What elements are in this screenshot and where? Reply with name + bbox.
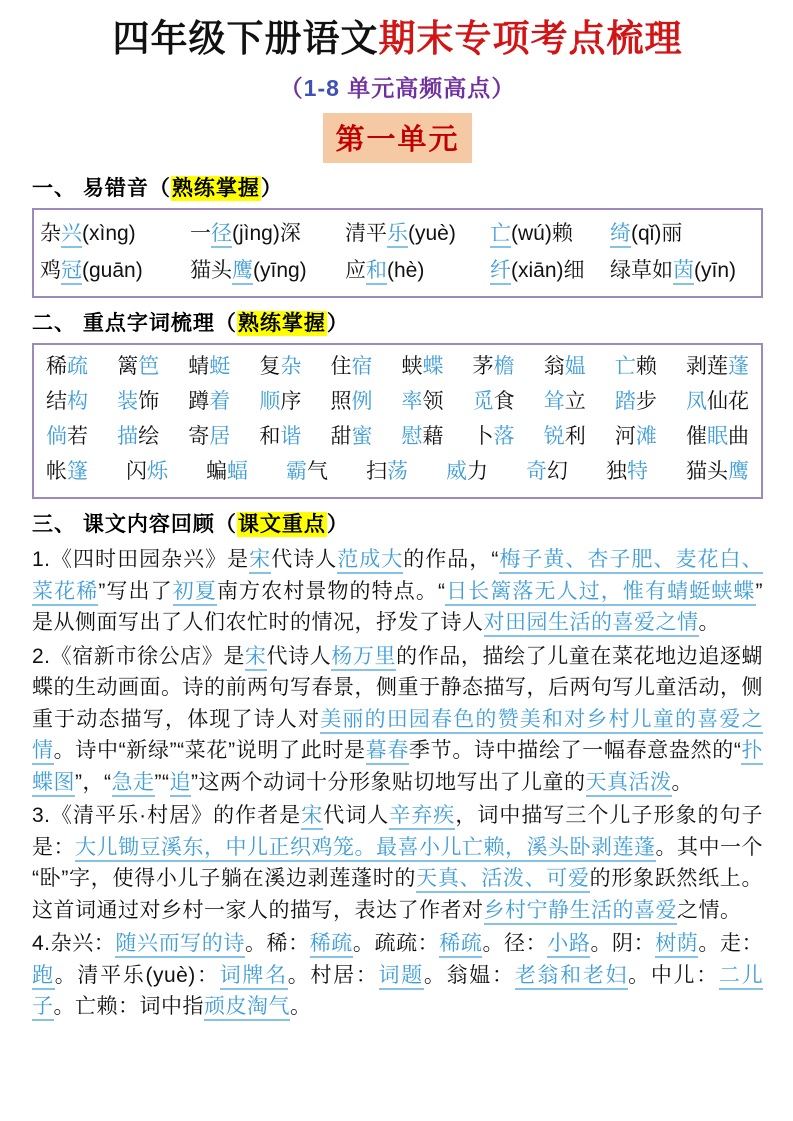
text-segment: 一、 易错音（ [32, 177, 171, 201]
text-segment: ，词中描写三个儿子形象的句子是： [32, 804, 764, 859]
text-segment: 篱 [117, 355, 139, 379]
text-segment: 代诗人 [266, 644, 332, 668]
text-segment: 词题 [379, 964, 424, 990]
text-segment: 力 [467, 460, 488, 484]
text-segment: (guān) [82, 259, 143, 283]
text-segment: 蝶 [422, 355, 444, 379]
word-item [188, 349, 230, 384]
text-segment: 二儿子 [32, 964, 763, 1022]
pinyin-table-row [40, 252, 755, 289]
text-segment: 和 [259, 425, 281, 449]
text-segment: 寄 [188, 425, 210, 449]
text-segment: 锐 [543, 425, 565, 449]
word-item [188, 384, 230, 419]
word-item [259, 419, 301, 454]
text-segment: 饰 [138, 390, 160, 414]
word-item [615, 419, 657, 454]
pinyin-cell [345, 215, 490, 252]
text-segment: 熟练掌握 [171, 177, 260, 201]
text-segment: 甜 [330, 425, 352, 449]
page-title [32, 16, 763, 62]
text-segment: 催 [685, 425, 707, 449]
text-segment: ”写出了 [98, 579, 173, 603]
text-segment: 词牌名 [220, 964, 288, 990]
word-item [259, 349, 301, 384]
text-segment: 的形象跃然纸上。这首词通过对乡村一家人的描写，表达了作者对 [32, 867, 763, 922]
text-segment: 滩 [635, 425, 657, 449]
word-item [686, 384, 749, 419]
text-segment: 帐 [46, 460, 67, 484]
text-segment: 南方农村景物的特点。“ [216, 579, 446, 603]
word-item [473, 384, 515, 419]
text-segment: 兴 [61, 222, 82, 248]
text-segment: 的作品，描绘了儿童在菜花地边追逐蝴蝶的生动画面。诗的前两句写春景，侧重于静态描写，后两句写儿童活动，侧重于动态描写，体现了诗人对 [32, 644, 764, 731]
text-segment: 立 [564, 390, 586, 414]
word-item [446, 454, 488, 489]
text-segment: (yīng) [253, 259, 307, 283]
text-segment: 顺 [259, 390, 281, 414]
text-segment: 代词人 [323, 804, 390, 828]
text-segment: ） [260, 177, 283, 201]
word-item [544, 384, 586, 419]
text-segment: 。亡赖：词中指 [53, 995, 204, 1019]
text-segment: 杂 [280, 355, 302, 379]
text-segment: 剥莲 [685, 355, 728, 379]
text-segment: 绮 [610, 222, 631, 248]
text-segment: 媪 [564, 355, 586, 379]
word-item [526, 454, 568, 489]
text-segment: (qǐ)丽 [631, 222, 683, 246]
text-segment: 卜 [472, 425, 494, 449]
text-segment: 领 [422, 390, 444, 414]
text-segment: 烁 [147, 460, 168, 484]
text-segment: 。翁媪： [423, 963, 515, 987]
pinyin-cell [490, 252, 610, 289]
paragraph-3 [32, 800, 763, 926]
word-item [606, 454, 648, 489]
text-segment: 檐 [493, 355, 515, 379]
text-segment: 若 [67, 425, 88, 449]
text-segment: 2.《宿新市徐公店》是 [32, 644, 245, 668]
text-segment: 日长篱落无人过，惟有蜻蜓蛱蝶 [445, 580, 755, 606]
text-segment: 居 [209, 425, 231, 449]
text-segment: 序 [280, 390, 302, 414]
word-item [206, 454, 248, 489]
text-segment: 慰 [401, 425, 423, 449]
text-segment: 河 [614, 425, 636, 449]
text-segment: 4.杂兴： [32, 932, 116, 956]
text-segment: 蛱 [401, 355, 423, 379]
text-segment: (xìng) [82, 222, 136, 246]
text-segment: 杨万里 [331, 645, 396, 671]
paragraph-2 [32, 641, 763, 799]
text-segment: 猫头 [190, 259, 232, 283]
text-segment: 赖 [635, 355, 657, 379]
word-table [32, 343, 763, 499]
text-segment: 。中儿： [628, 963, 719, 987]
text-segment: 。阴： [590, 932, 656, 956]
text-segment: 倘 [46, 425, 67, 449]
text-segment: 。清平乐(yuè)： [54, 963, 220, 987]
word-item [330, 384, 372, 419]
word-item [46, 454, 88, 489]
text-segment: 翁 [543, 355, 565, 379]
word-item [46, 419, 88, 454]
word-item [402, 349, 444, 384]
word-item [188, 419, 230, 454]
text-segment: 鹰 [728, 460, 749, 484]
text-segment: 茵 [673, 259, 694, 285]
text-segment: ） [326, 312, 349, 336]
text-segment: (wú)赖 [511, 222, 573, 246]
text-segment: 踏 [614, 390, 636, 414]
word-item [117, 419, 159, 454]
text-segment: 径 [211, 222, 232, 248]
text-segment: 宋 [249, 548, 271, 574]
text-segment: 天真、活泼、可爱 [416, 867, 590, 893]
word-item [615, 384, 657, 419]
text-segment: 例 [351, 390, 373, 414]
text-segment: 大儿锄豆溪东，中儿正织鸡笼。最喜小儿亡赖，溪头卧剥莲蓬 [75, 836, 656, 862]
text-segment: 1.《四时田园杂兴》是 [32, 548, 250, 572]
text-segment: 随兴而写的诗 [115, 932, 245, 958]
text-segment: 住 [330, 355, 352, 379]
text-segment: 。村居： [287, 963, 379, 987]
word-item [126, 454, 168, 489]
word-item [402, 384, 444, 419]
section3-heading [32, 508, 763, 538]
text-segment: 绘 [138, 425, 160, 449]
text-segment: 。 [671, 770, 693, 794]
title-black-part: 四年级下册语文 [112, 18, 379, 59]
text-segment: 构 [67, 390, 88, 414]
text-segment: 课文重点 [237, 513, 326, 537]
text-segment: 照 [330, 390, 352, 414]
word-table-row [46, 419, 749, 454]
text-segment: 顽皮淘气 [204, 995, 290, 1021]
pinyin-cell [610, 252, 755, 289]
text-segment: 辛弃疾 [389, 804, 455, 830]
text-segment: 耸 [543, 390, 565, 414]
text-segment: 。其中一个“卧”字，使得小儿子躺在溪边剥莲蓬时的 [32, 835, 763, 891]
text-segment: 绿草如 [610, 259, 673, 283]
text-segment: 宿 [351, 355, 373, 379]
text-segment: 扑蝶图 [32, 739, 763, 797]
section1-heading [32, 172, 763, 202]
word-item [46, 384, 88, 419]
word-item [286, 454, 328, 489]
text-segment: 的作品，“ [403, 548, 499, 572]
text-segment: 利 [564, 425, 586, 449]
word-item [544, 349, 586, 384]
word-item [117, 349, 159, 384]
text-segment: 应 [345, 259, 366, 283]
text-segment: 三、 课文内容回顾（ [32, 513, 237, 537]
text-segment: 蝙 [206, 460, 227, 484]
text-segment: 。 [290, 995, 312, 1019]
pinyin-cell [40, 215, 190, 252]
text-segment: 范成大 [337, 548, 403, 574]
word-item [330, 419, 372, 454]
text-segment: 步 [635, 390, 657, 414]
word-item [46, 349, 88, 384]
text-segment: 蓬 [727, 355, 749, 379]
text-segment: 仙花 [706, 390, 749, 414]
text-segment: ） [491, 75, 516, 102]
word-item [615, 349, 657, 384]
text-segment: (jìng)深 [232, 222, 301, 246]
text-segment: 乡村宁静生活的喜爱 [484, 899, 678, 925]
text-segment: 凤 [685, 390, 707, 414]
text-segment: 追 [170, 771, 192, 797]
text-segment: 。疏疏： [352, 932, 440, 956]
word-item [544, 419, 586, 454]
text-segment: 一 [190, 222, 211, 246]
text-segment: 蜓 [209, 355, 231, 379]
pinyin-table [32, 208, 763, 298]
text-segment: 宋 [301, 804, 323, 830]
text-segment: 乐 [387, 222, 408, 248]
text-segment: 曲 [727, 425, 749, 449]
text-segment: 鹰 [232, 259, 253, 285]
text-segment: ”，“ [75, 770, 112, 794]
text-segment: 稀 [46, 355, 67, 379]
text-segment: 奇 [526, 460, 547, 484]
text-segment: 食 [493, 390, 515, 414]
pinyin-cell [40, 252, 190, 289]
text-segment: 霸 [286, 460, 307, 484]
text-segment: 暮春 [366, 739, 409, 765]
text-segment: 藉 [422, 425, 444, 449]
text-segment: (xiān)细 [511, 259, 585, 283]
text-segment: 冠 [61, 259, 82, 285]
text-segment: 。 [698, 611, 720, 635]
word-item [330, 349, 372, 384]
text-segment: ） [326, 513, 349, 537]
text-segment: 。诗中“新绿”“菜花”说明了此时是 [53, 739, 366, 763]
text-segment: 梅子黄、杏子肥、麦花白、菜花稀 [32, 548, 763, 606]
page-subtitle [32, 70, 763, 103]
text-segment: 亡 [490, 222, 511, 248]
text-segment: 气 [307, 460, 328, 484]
text-segment: 杂 [40, 222, 61, 246]
text-segment: 之情。 [677, 898, 742, 922]
pinyin-table-row [40, 215, 755, 252]
word-table-row [46, 349, 749, 384]
pinyin-cell [190, 215, 345, 252]
text-segment: 老翁和老妇 [515, 964, 628, 990]
text-segment: 。径： [482, 932, 548, 956]
text-segment: 茅 [472, 355, 494, 379]
text-segment: 代诗人 [271, 548, 338, 572]
pinyin-cell [610, 215, 755, 252]
text-segment: 结 [46, 390, 67, 414]
text-segment: 眠 [706, 425, 728, 449]
title-red-part: 期末专项考点梳理 [378, 18, 683, 59]
text-segment: 3.《清平乐·村居》的作者是 [32, 804, 302, 828]
text-segment: 初夏 [173, 580, 217, 606]
text-segment: 觅 [472, 390, 494, 414]
text-segment: 幻 [547, 460, 568, 484]
text-segment: 谐 [280, 425, 302, 449]
word-item [686, 454, 749, 489]
paragraph-1 [32, 544, 763, 639]
word-table-row [46, 384, 749, 419]
text-segment: 宋 [245, 645, 267, 671]
text-segment: 笆 [138, 355, 160, 379]
word-item [402, 419, 444, 454]
text-segment: 扫 [366, 460, 387, 484]
text-segment: 蹲 [188, 390, 210, 414]
text-segment: 树荫 [655, 932, 698, 958]
word-item [473, 349, 515, 384]
text-segment: （ [279, 75, 304, 102]
text-segment: 率 [401, 390, 423, 414]
text-segment: 熟练掌握 [237, 312, 326, 336]
pinyin-cell [490, 215, 610, 252]
text-segment: ”“ [154, 770, 170, 794]
text-segment: 闪 [126, 460, 147, 484]
word-item [686, 349, 749, 384]
text-segment: ”这两个动词十分形象贴切地写出了儿童的 [191, 770, 586, 794]
text-segment: 跑 [32, 964, 55, 990]
text-segment: (yīn) [694, 259, 736, 283]
text-segment: 篷 [67, 460, 88, 484]
text-segment: 季节。诗中描绘了一幅春意盎然的“ [409, 739, 742, 763]
text-segment: (hè) [387, 259, 425, 283]
text-segment: 清平 [345, 222, 387, 246]
text-segment: 。走： [698, 932, 764, 956]
text-segment: ”是从侧面写出了人们农忙时的情况，抒发了诗人 [32, 579, 764, 635]
text-segment: 蝠 [227, 460, 248, 484]
text-segment: 亡 [614, 355, 636, 379]
pinyin-cell [345, 252, 490, 289]
text-segment: 二、 重点字词梳理（ [32, 312, 237, 336]
paragraph-4 [32, 928, 763, 1023]
text-segment: 小路 [547, 932, 590, 958]
text-segment: 1-8 [303, 75, 340, 102]
text-segment: 特 [627, 460, 648, 484]
word-item [117, 384, 159, 419]
word-table-row [46, 454, 749, 489]
text-segment: (yuè) [408, 222, 456, 246]
word-item [686, 419, 749, 454]
text-segment: 纤 [490, 259, 511, 285]
text-segment: 。稀： [244, 932, 310, 956]
text-segment: 威 [446, 460, 467, 484]
text-segment: 天真活泼 [586, 771, 672, 797]
text-segment: 鸡 [40, 259, 61, 283]
text-segment: 疏 [67, 355, 88, 379]
text-segment: 急走 [112, 771, 155, 797]
word-item [366, 454, 408, 489]
text-segment: 对田园生活的喜爱之情 [484, 611, 699, 637]
text-segment: 和 [366, 259, 387, 285]
text-segment: 猫头 [686, 460, 728, 484]
text-segment: 着 [209, 390, 231, 414]
section2-heading [32, 307, 763, 337]
text-segment: 稀疏 [310, 932, 353, 958]
text-segment: 落 [493, 425, 515, 449]
text-segment: 美丽的田园春色的赞美和对乡村儿童的喜爱之情 [32, 708, 763, 766]
text-segment: 稀疏 [439, 932, 482, 958]
text-segment: 描 [117, 425, 139, 449]
text-segment: 荡 [387, 460, 408, 484]
text-segment: 装 [117, 390, 139, 414]
unit-banner: 第一单元 [323, 113, 471, 163]
unit-banner-row [32, 113, 763, 163]
pinyin-cell [190, 252, 345, 289]
word-item [473, 419, 515, 454]
text-segment: 复 [259, 355, 281, 379]
text-segment: 蜻 [188, 355, 210, 379]
text-segment: 单元高频高点 [339, 75, 492, 102]
word-item [259, 384, 301, 419]
text-segment: 蜜 [351, 425, 373, 449]
text-segment: 独 [606, 460, 627, 484]
